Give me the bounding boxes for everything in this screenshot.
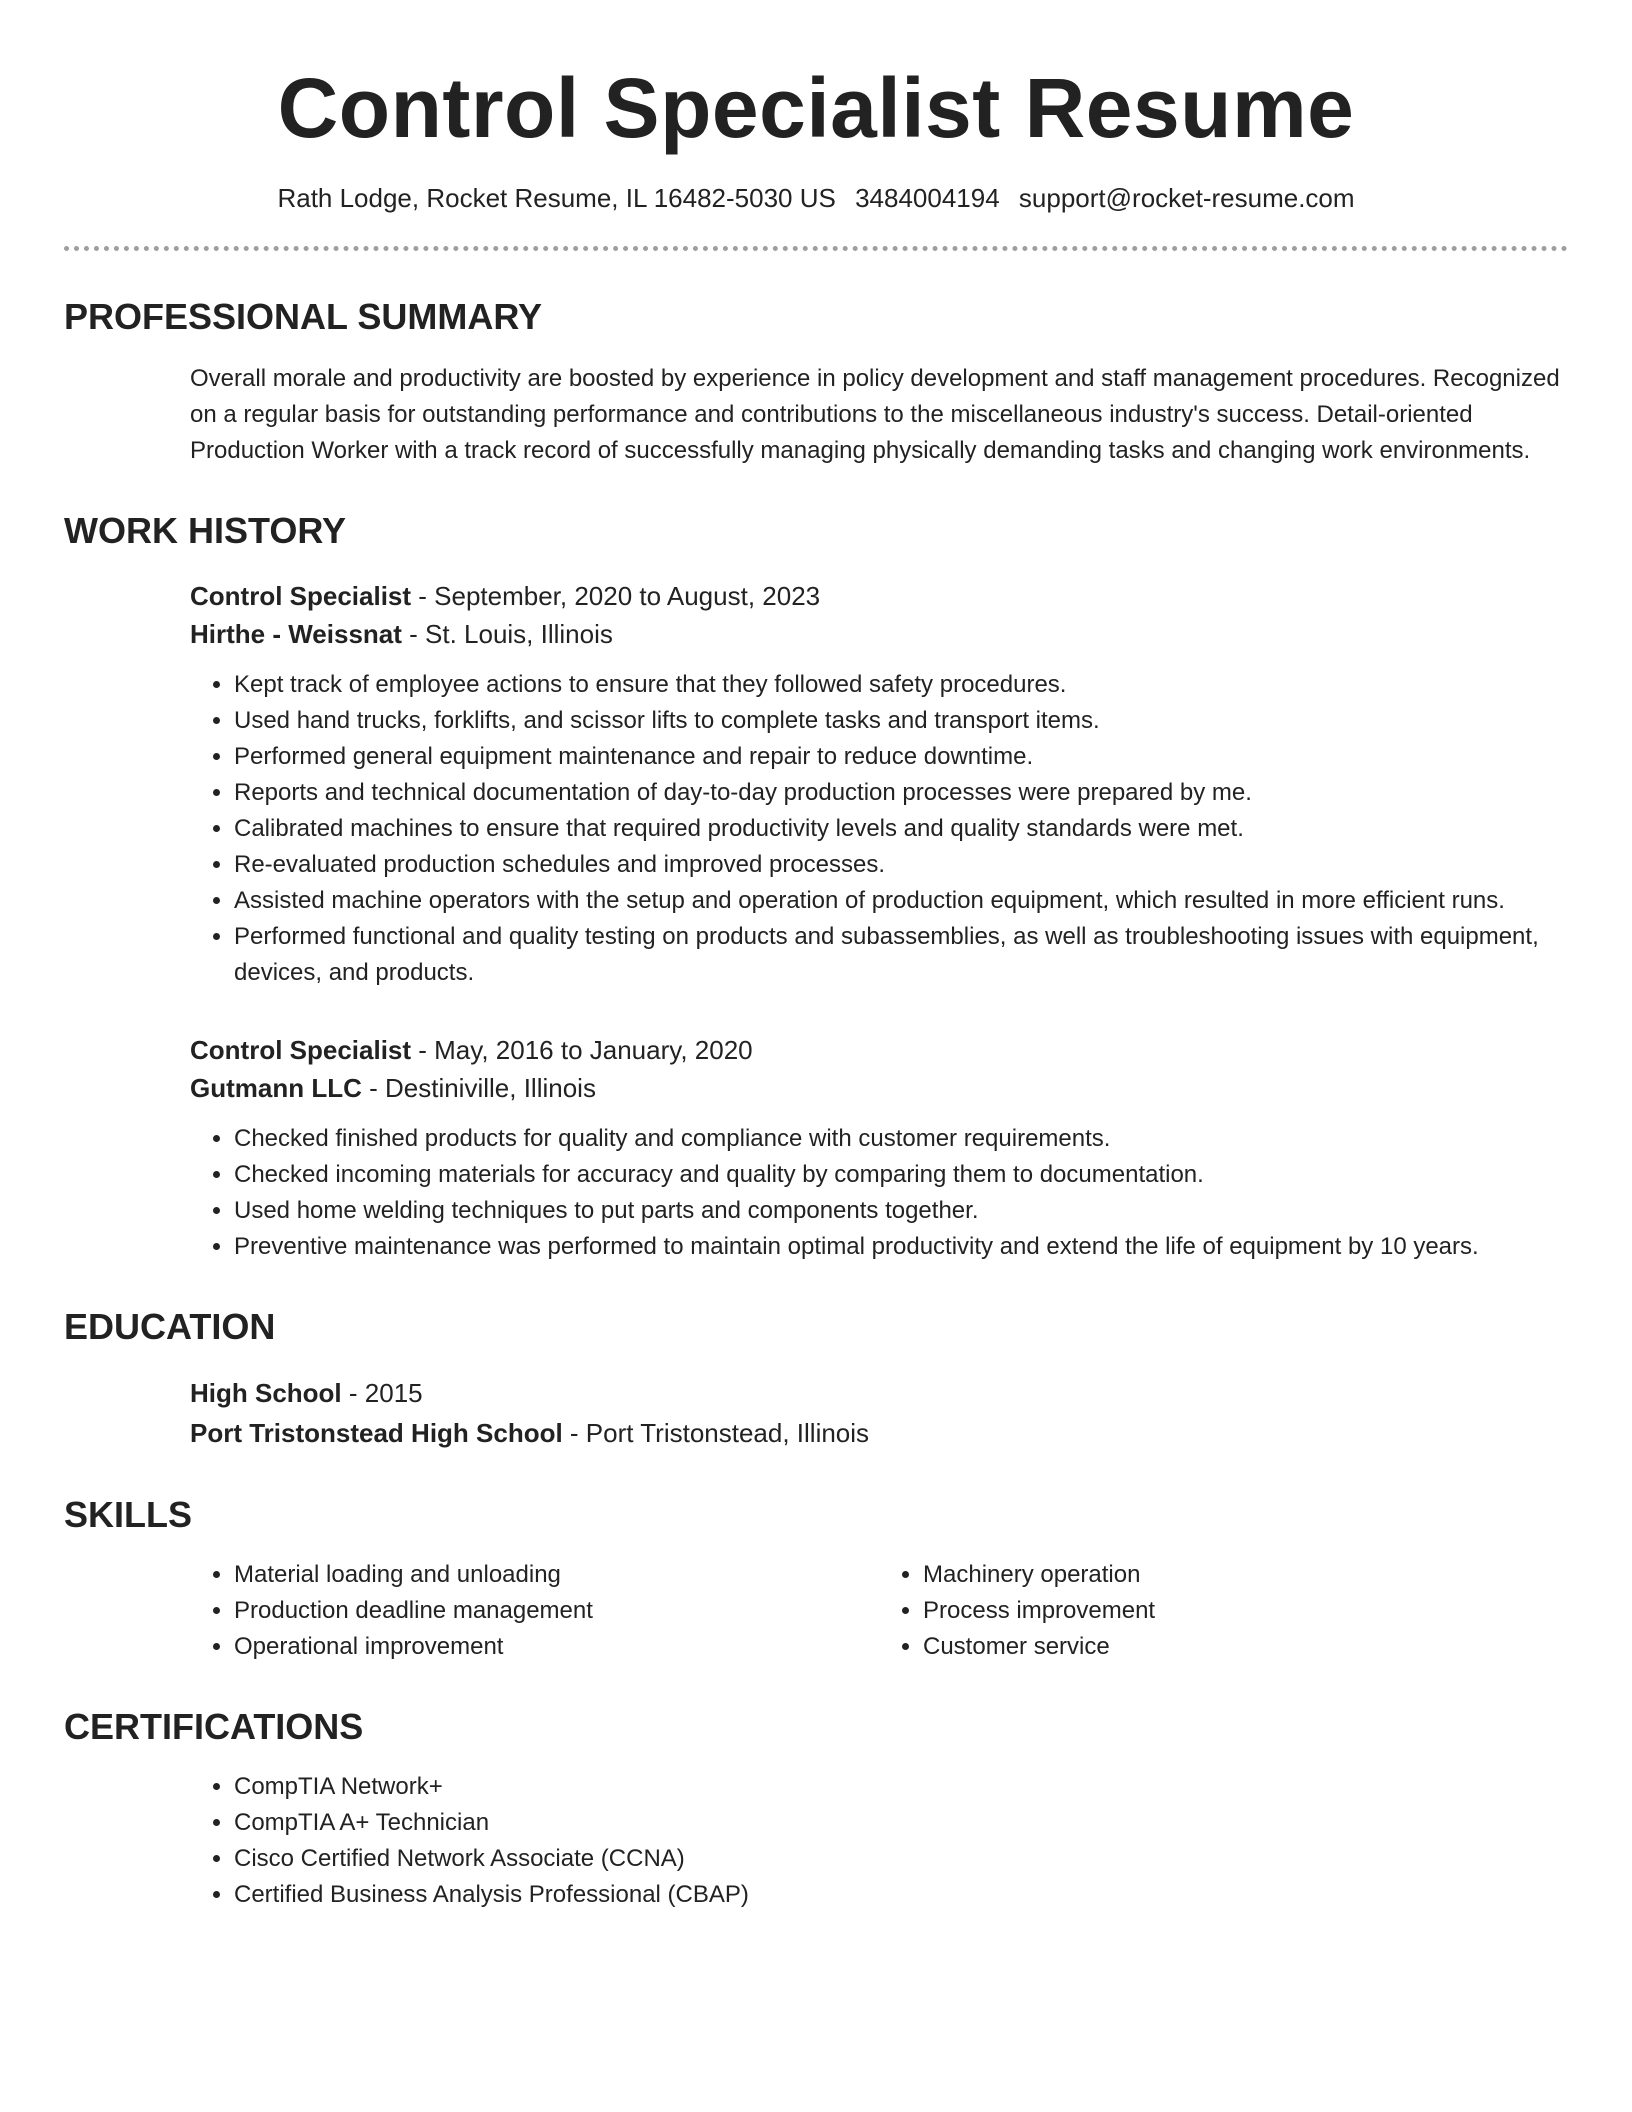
education-degree-line	[190, 1373, 1568, 1413]
education-year: - 2015	[341, 1378, 423, 1408]
list-item: • Used home welding techniques to put parts and components together.	[234, 1193, 1568, 1229]
job-title-line	[190, 1031, 1568, 1069]
list-item: • Assisted machine operators with the setup and operation of production equipment, which resulted in more efficient runs.	[234, 883, 1568, 919]
list-item: • Material loading and unloading	[234, 1557, 879, 1593]
skills-heading: SKILLS	[64, 1494, 193, 1535]
job-bullets	[190, 1121, 1568, 1265]
list-item: • Performed general equipment maintenance and repair to reduce downtime.	[234, 739, 1568, 775]
job-company-line	[190, 1069, 1568, 1107]
list-item: • Checked finished products for quality and compliance with customer requirements.	[234, 1121, 1568, 1157]
skills-left-list	[190, 1557, 879, 1665]
contact-email: support@rocket-resume.com	[1018, 183, 1355, 213]
work-history-section	[64, 509, 1568, 1265]
header-divider	[64, 246, 1568, 251]
job-company-line	[190, 615, 1568, 653]
skills-section	[64, 1493, 1568, 1665]
list-item: • Calibrated machines to ensure that required productivity levels and quality standards were met.	[234, 811, 1568, 847]
job-title: Control Specialist	[190, 1035, 412, 1065]
job-location: - Destiniville, Illinois	[361, 1073, 596, 1103]
contact-line	[64, 180, 1568, 216]
skills-grid	[190, 1557, 1568, 1665]
summary-heading: PROFESSIONAL SUMMARY	[64, 296, 543, 337]
list-item: • Used hand trucks, forklifts, and scissor lifts to complete tasks and transport items.	[234, 703, 1568, 739]
list-item: • CompTIA Network+	[234, 1769, 1568, 1805]
page-title: Control Specialist Resume	[277, 61, 1355, 155]
list-item: • Process improvement	[923, 1593, 1568, 1629]
education-section	[64, 1305, 1568, 1453]
list-item: • Preventive maintenance was performed to maintain optimal productivity and extend the life of equipment by 10 years.	[234, 1229, 1568, 1265]
education-school-line	[190, 1413, 1568, 1453]
skills-right-list	[879, 1557, 1568, 1665]
education-degree: High School	[190, 1378, 342, 1408]
summary-text: Overall morale and productivity are boosted by experience in policy development and staff management procedures. Recognized on a regular basis for outstanding performance and contributions to the miscellaneous industry's success. Detail-oriented Production Worker with a track record of successfully managing physically demanding tasks and changing work environments.	[190, 365, 1560, 464]
education-school: Port Tristonstead High School	[190, 1418, 563, 1448]
job-entry	[190, 577, 1568, 991]
list-item: • Certified Business Analysis Professional (CBAP)	[234, 1877, 1568, 1913]
list-item: • Reports and technical documentation of day-to-day production processes were prepared by me.	[234, 775, 1568, 811]
list-item: • Kept track of employee actions to ensure that they followed safety procedures.	[234, 667, 1568, 703]
job-entry	[190, 1031, 1568, 1265]
job-title-line	[190, 577, 1568, 615]
contact-address: Rath Lodge, Rocket Resume, IL 16482-5030 US	[277, 183, 836, 213]
job-dates: - May, 2016 to January, 2020	[411, 1035, 753, 1065]
list-item: • Re-evaluated production schedules and improved processes.	[234, 847, 1568, 883]
list-item: • Machinery operation	[923, 1557, 1568, 1593]
job-title: Control Specialist	[190, 581, 412, 611]
list-item: • Production deadline management	[234, 1593, 879, 1629]
contact-phone: 3484004194	[855, 183, 1000, 213]
job-company: Hirthe - Weissnat	[190, 619, 402, 649]
job-dates: - September, 2020 to August, 2023	[411, 581, 821, 611]
certifications-heading: CERTIFICATIONS	[64, 1706, 364, 1747]
summary-section	[64, 295, 1568, 469]
list-item: • Performed functional and quality testing on products and subassemblies, as well as troubleshooting issues with equipment, devices, and products.	[234, 919, 1568, 991]
job-company: Gutmann LLC	[190, 1073, 362, 1103]
job-location: - St. Louis, Illinois	[401, 619, 613, 649]
list-item: • Cisco Certified Network Associate (CCNA)	[234, 1841, 1568, 1877]
list-item: • Checked incoming materials for accuracy and quality by comparing them to documentation.	[234, 1157, 1568, 1193]
education-location: - Port Tristonstead, Illinois	[562, 1418, 870, 1448]
education-heading: EDUCATION	[64, 1306, 276, 1347]
certifications-section	[64, 1705, 1568, 1913]
job-bullets	[190, 667, 1568, 991]
certifications-list	[190, 1769, 1568, 1913]
list-item: • Customer service	[923, 1629, 1568, 1665]
list-item: • CompTIA A+ Technician	[234, 1805, 1568, 1841]
list-item: • Operational improvement	[234, 1629, 879, 1665]
work-history-heading: WORK HISTORY	[64, 510, 347, 551]
